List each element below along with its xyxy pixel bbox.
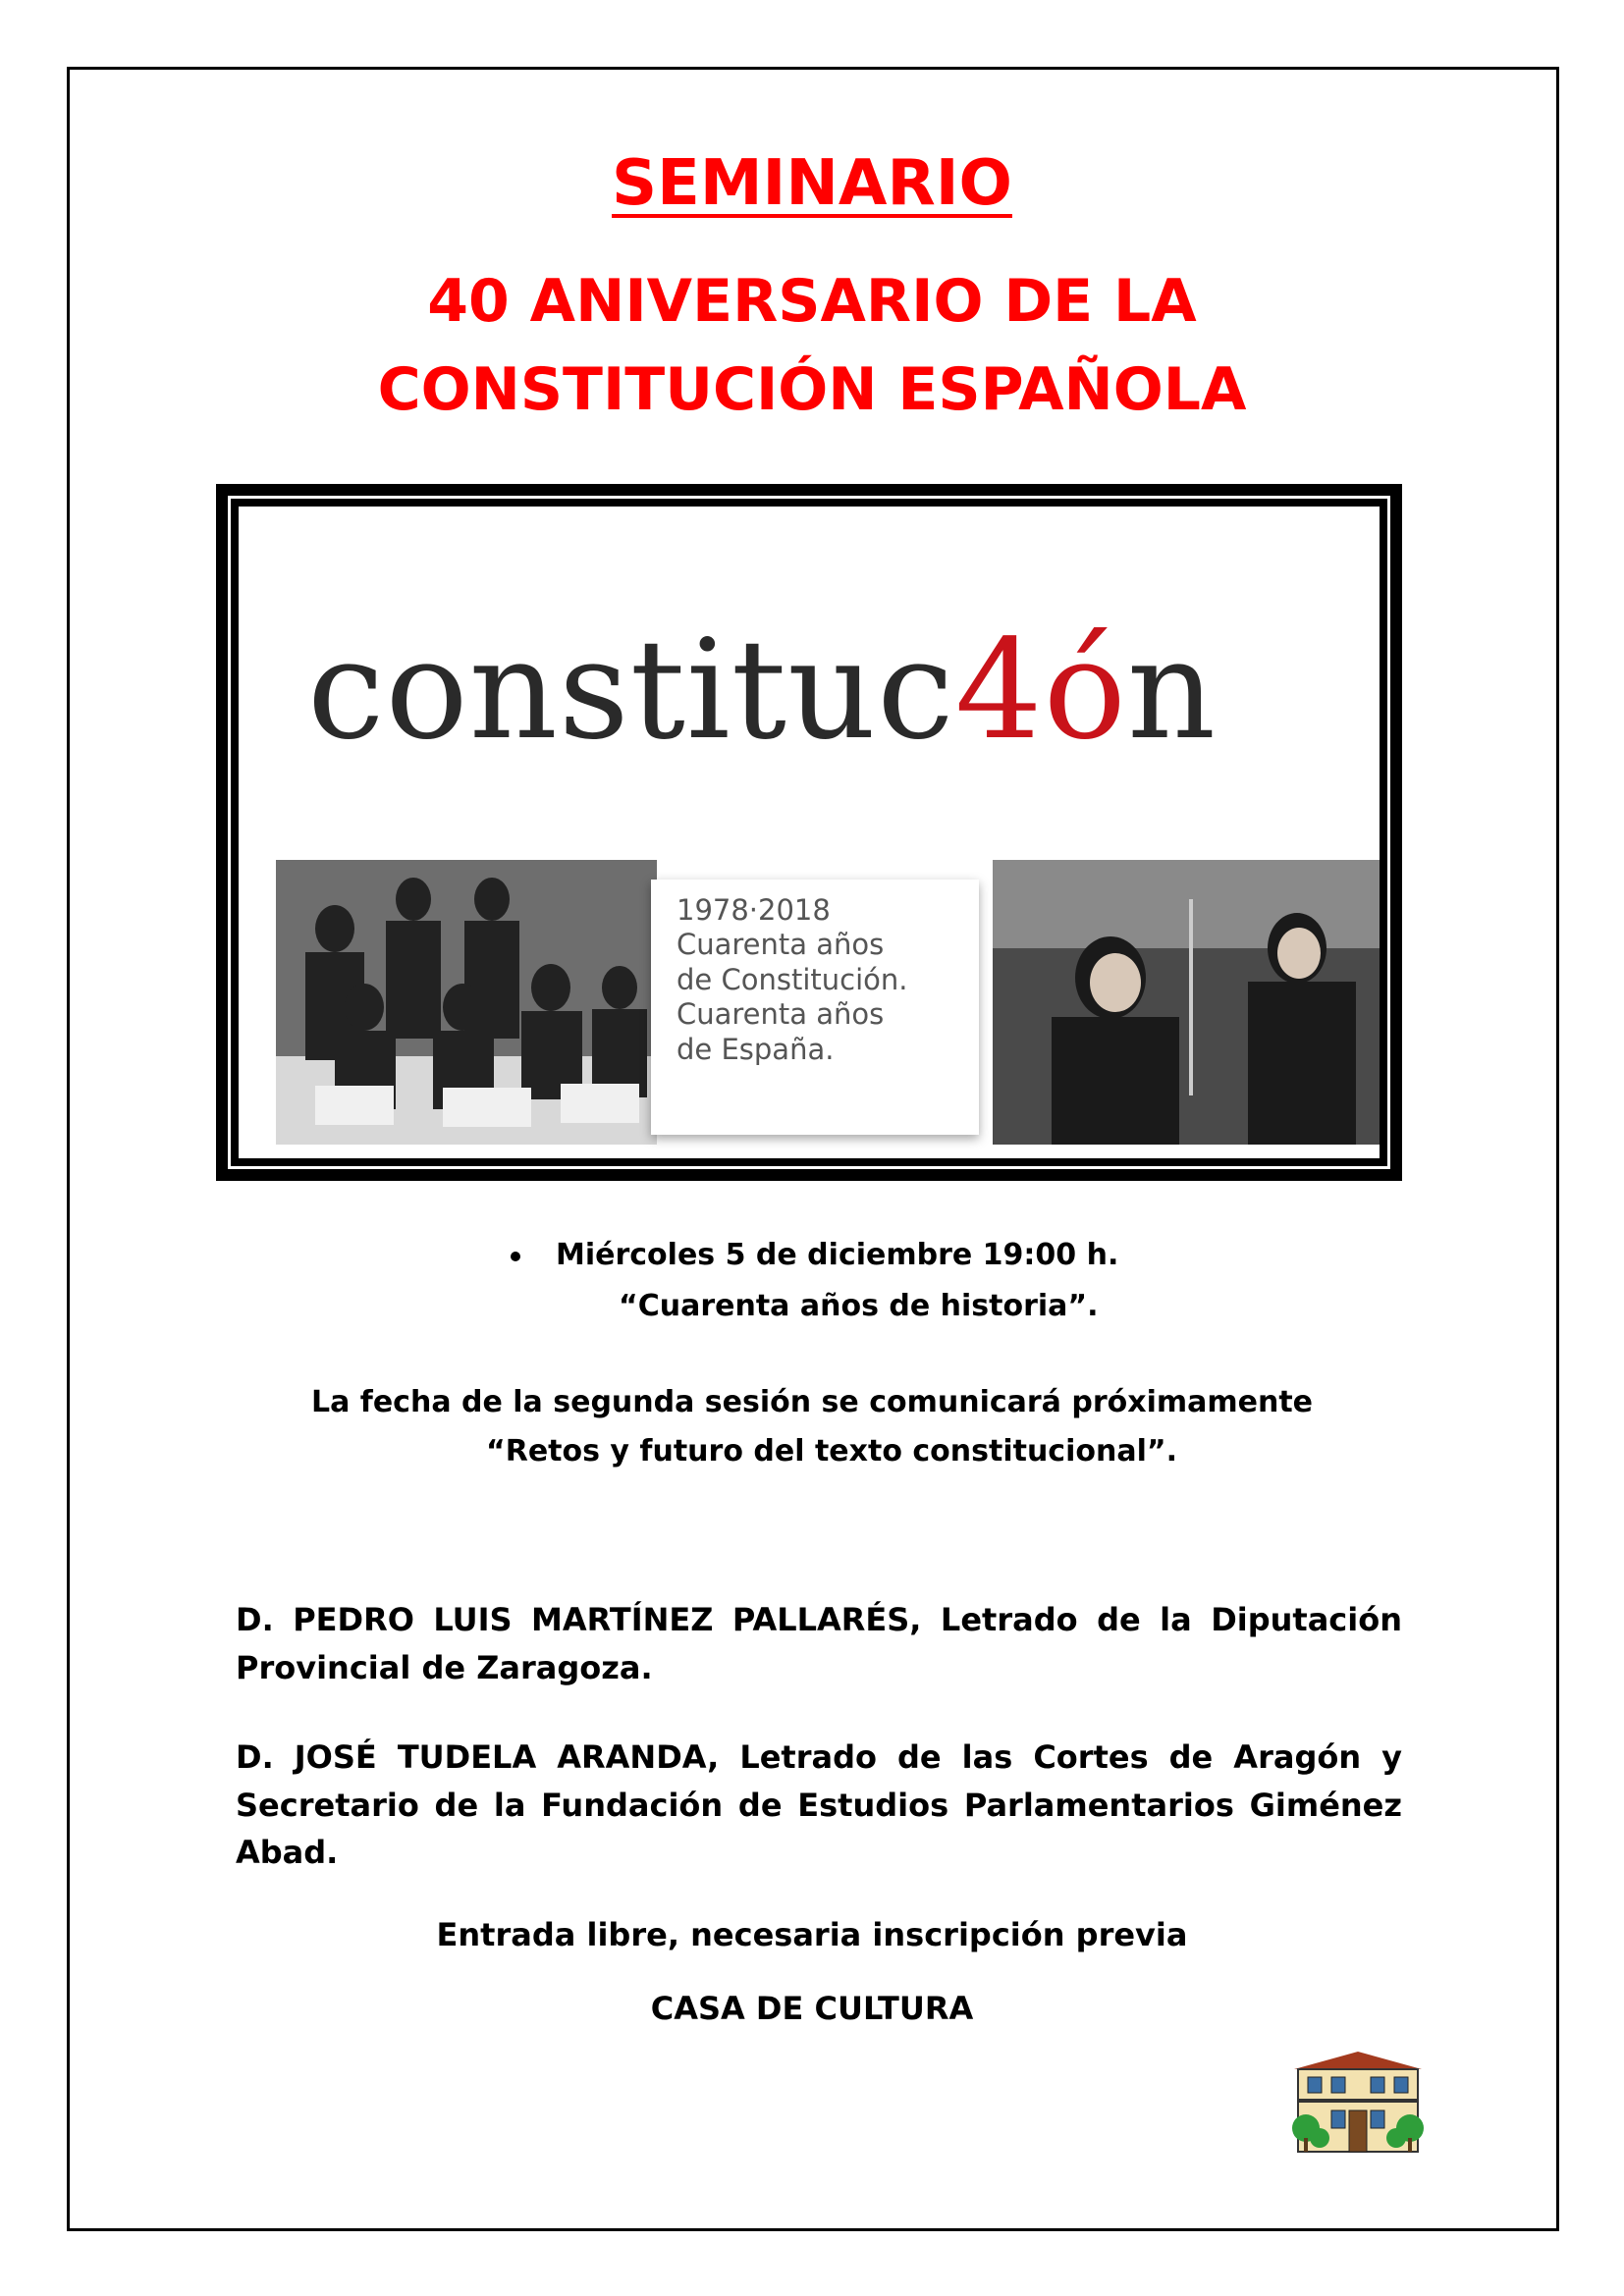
- casa-de-cultura-logo-icon: [1284, 2052, 1432, 2155]
- speaker-1: D. PEDRO LUIS MARTÍNEZ PALLARÉS, Letrado de la Diputación Provincial de Zaragoza.: [236, 1601, 1402, 1686]
- anniversary-card: 1978·2018 Cuarenta años de Constitución. Cuarenta años de España.: [651, 880, 979, 1135]
- subtitle-line-2: CONSTITUCIÓN ESPAÑOLA: [377, 355, 1247, 424]
- seminar-title: SEMINARIO: [612, 147, 1012, 220]
- king-signing-photo: [993, 860, 1380, 1145]
- constitution-banner: [216, 484, 1402, 1181]
- founders-photo: [276, 860, 657, 1145]
- session-1-title: “Cuarenta años de historia”.: [619, 1289, 1099, 1323]
- entry-note: Entrada libre, necesaria inscripción previa: [436, 1916, 1188, 1953]
- session-2-note: La fecha de la segunda sesión se comunicará próximamente: [310, 1385, 1314, 1419]
- speaker-2: D. JOSÉ TUDELA ARANDA, Letrado de las Cortes de Aragón y Secretario de la Fundación de Estudios Parlamentarios Giménez Abad.: [236, 1738, 1403, 1872]
- constitucion-logo: constituc4ón: [307, 611, 1218, 771]
- session-2-title: “Retos y futuro del texto constitucional”.: [486, 1434, 1177, 1468]
- bullet-icon: [511, 1252, 520, 1261]
- venue-name: CASA DE CULTURA: [650, 1990, 974, 2027]
- subtitle-line-1: 40 ANIVERSARIO DE LA: [427, 267, 1197, 336]
- session-1-date: Miércoles 5 de diciembre 19:00 h.: [511, 1238, 1118, 1272]
